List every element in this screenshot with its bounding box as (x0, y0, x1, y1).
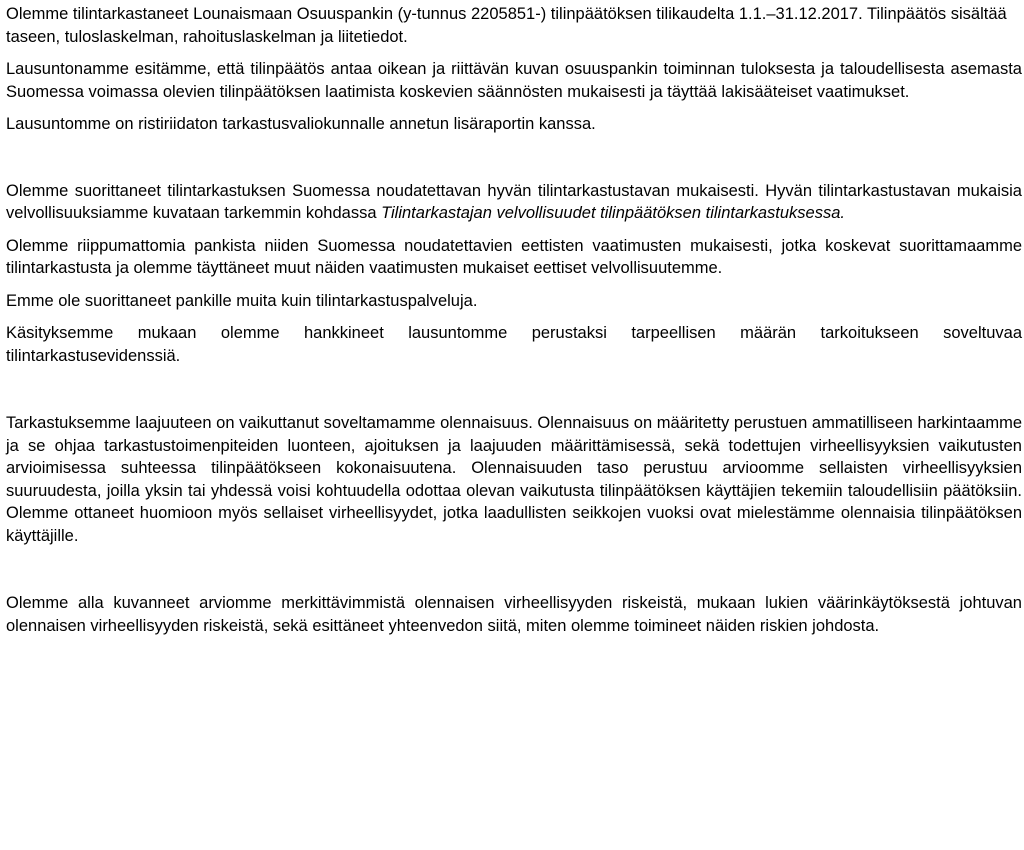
independence-paragraph: Olemme riippumattomia pankista niiden Suomessa noudatettavien eettisten vaatimusten mukaisesti, jotka koskevat suorittamaamme tilintarkastusta ja olemme täyttäneet muut näiden vaatimusten mukaiset eettiset velvollisuutemme. (6, 236, 1022, 277)
consistency-paragraph: Lausuntomme on ristiriidaton tarkastusvaliokunnalle annetun lisäraportin kanssa. (6, 115, 596, 133)
opinion-paragraph: Lausuntonamme esitämme, että tilinpäätös antaa oikean ja riittävän kuvan osuuspankin toiminnan tuloksesta ja taloudellisesta asemasta Suomessa voimassa olevien tilinpäätöksen laatimista koskevien säännösten mukaisesti ja täyttää lakisääteiset vaatimukset. (6, 60, 1022, 101)
materiality-paragraph: Tarkastuksemme laajuuteen on vaikuttanut soveltamamme olennaisuus. Olennaisuus on määritetty perustuen ammatilliseen harkintaamme ja se ohjaa tarkastustoimenpiteiden luonteen, ajoituksen ja laajuuden määrittämisessä, sekä todettujen virheellisyyksien vaikutusten arvioimisessa suhteessa tilinpäätökseen kokonaisuutena. Olennaisuuden taso perustuu arvioomme sellaisten virheellisyyksien suuruudesta, joilla yksin tai yhdessä voisi kohtuudella odottaa olevan vaikutusta tilinpäätöksen käyttäjien tekemiin taloudellisiin päätöksiin. Olemme ottaneet huomioon myös sellaiset virheellisyydet, jotka laadullisten seikkojen vuoksi ovat mielestämme olennaisia tilinpäätöksen käyttäjille. (6, 414, 1022, 545)
basis-text: Olemme suorittaneet tilintarkastuksen Suomessa noudatettavan hyvän tilintarkastustavan mukaisesti. Hyvän tilintarkastustavan mukaisia velvollisuuksiamme kuvataan tarkemmin kohdassa (6, 181, 1022, 222)
basis-reference-italic: Tilintarkastajan velvollisuudet tilinpäätöksen tilintarkastuksessa. (381, 204, 845, 222)
non-audit-services-paragraph: Emme ole suorittaneet pankille muita kuin tilintarkastuspalveluja. (6, 291, 478, 310)
key-risks-paragraph: Olemme alla kuvanneet arviomme merkittävimmistä olennaisen virheellisyyden riskeistä, mukaan lukien väärinkäytöksestä johtuvan olennaisen virheellisyyden riskeistä, sekä esittäneet yhteenvedon siitä, miten olemme toimineet näiden riskien johdosta. (6, 594, 1022, 635)
evidence-paragraph: Käsityksemme mukaan olemme hankkineet lausuntomme perustaksi tarpeellisen määrän tarkoitukseen soveltuvaa tilintarkastusevidenssiä. (6, 324, 1022, 365)
basis-paragraph (6, 180, 1022, 225)
audit-scope-paragraph: Olemme tilintarkastaneet Lounaismaan Osuuspankin (y-tunnus 2205851-) tilinpäätöksen tilikaudelta 1.1.–31.12.2017. Tilinpäätös sisältää taseen, tuloslaskelman, rahoituslaskelman ja liitetiedot. (6, 5, 1007, 46)
document-page (6, 3, 1022, 637)
